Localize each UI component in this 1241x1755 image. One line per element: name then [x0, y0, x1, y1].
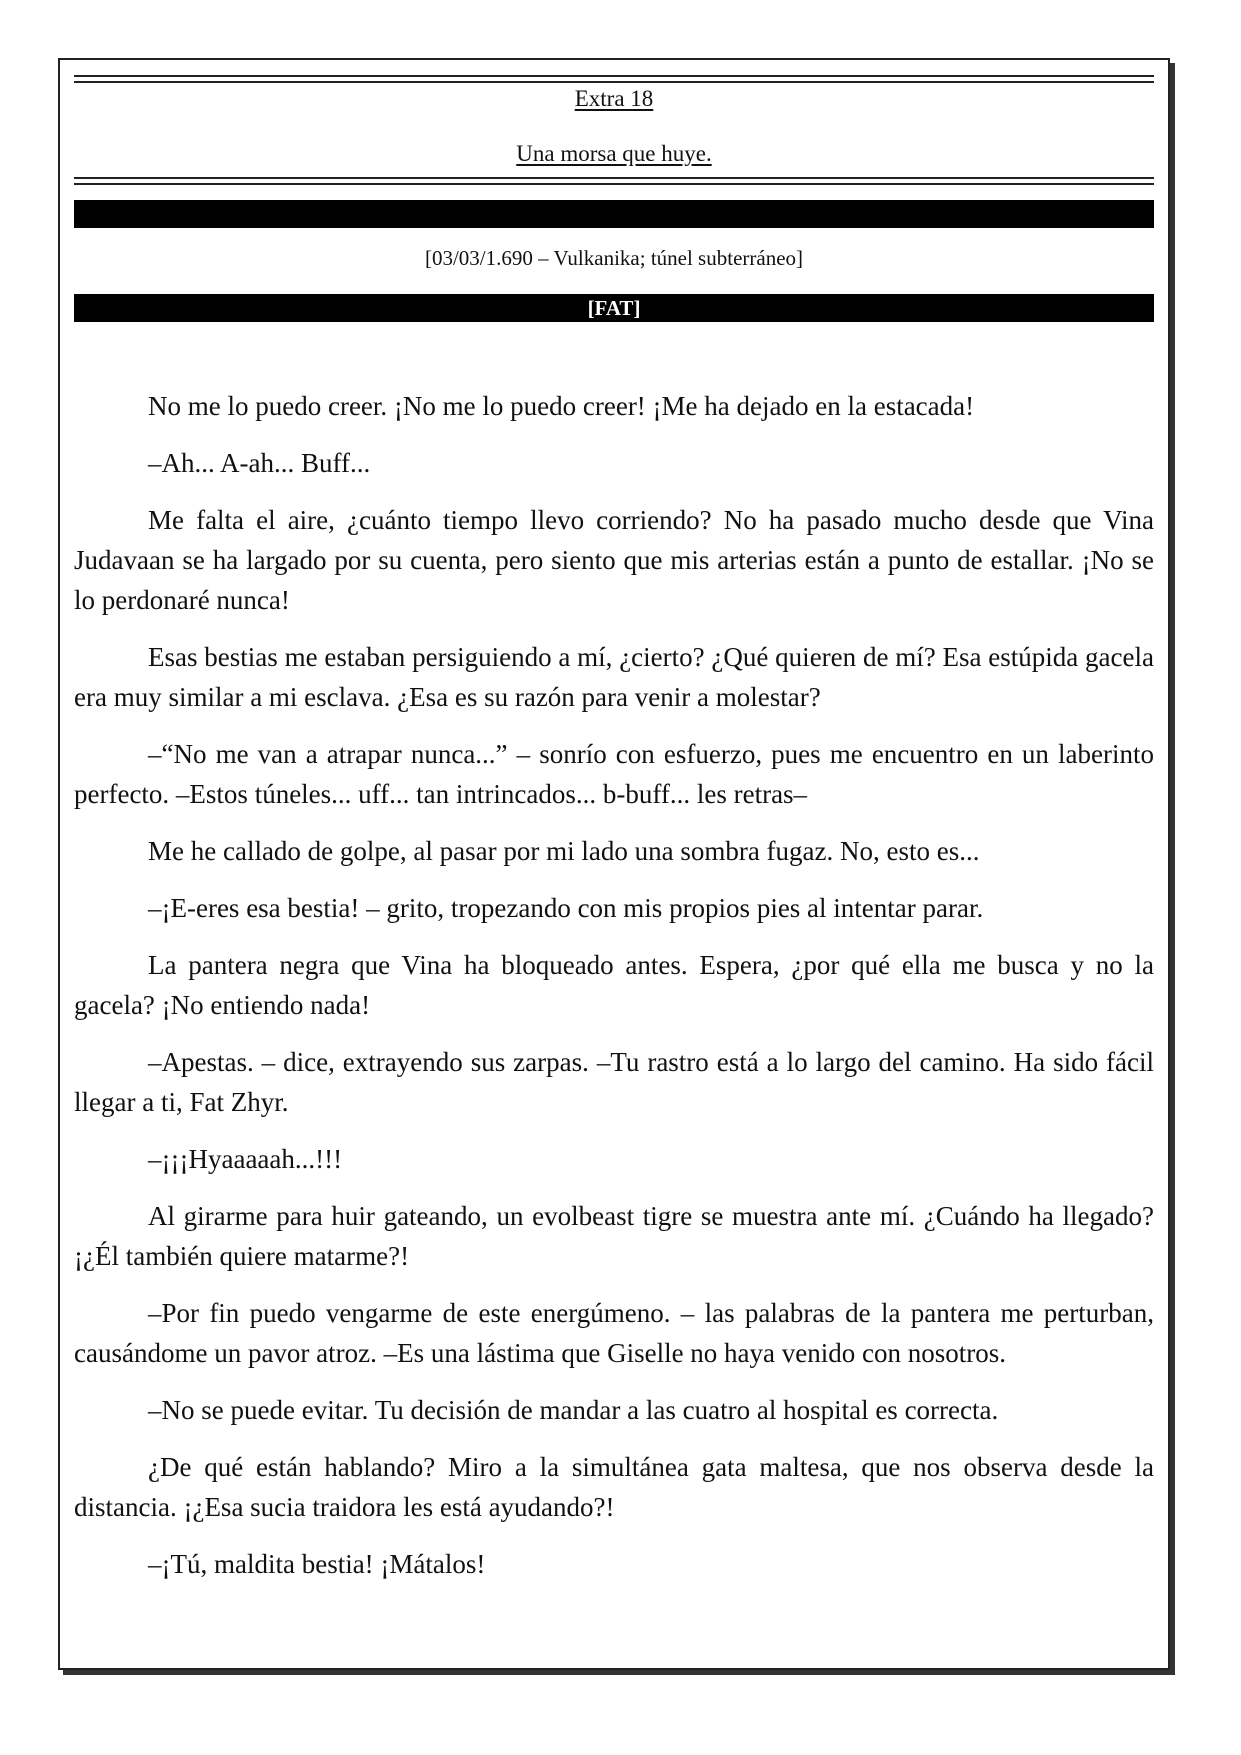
chapter-subtitle: Una morsa que huye.: [516, 141, 712, 166]
paragraph: Al girarme para huir gateando, un evolbeast tigre se muestra ante mí. ¿Cuándo ha llegado? ¡¿Él también quiere matarme?!: [74, 1201, 1154, 1271]
paragraph: La pantera negra que Vina ha bloqueado antes. Espera, ¿por qué ella me busca y no la gacela? ¡No entiendo nada!: [74, 950, 1154, 1020]
scene-date-location: [03/03/1.690 – Vulkanika; túnel subterráneo]: [424, 246, 804, 270]
page-frame: [58, 58, 1170, 1670]
paragraph: –“No me van a atrapar nunca...” – sonrío con esfuerzo, pues me encuentro en un laberinto perfecto. –Estos túneles... uff... tan intrincados... b-buff... les retras–: [74, 739, 1154, 809]
paragraph: –¡Tú, maldita bestia! ¡Mátalos!: [148, 1549, 486, 1579]
paragraph: Me he callado de golpe, al pasar por mi lado una sombra fugaz. No, esto es...: [148, 836, 980, 866]
paragraph: Me falta el aire, ¿cuánto tiempo llevo corriendo? No ha pasado mucho desde que Vina Judavaan se ha largado por su cuenta, pero siento que mis arterias están a punto de estallar. ¡No se lo perdonaré nunca!: [74, 505, 1154, 615]
paragraph: Esas bestias me estaban persiguiendo a mí, ¿cierto? ¿Qué quieren de mí? Esa estúpida gacela era muy similar a mi esclava. ¿Esa es su razón para venir a molestar?: [74, 642, 1154, 712]
narrator-bar: [74, 294, 1154, 322]
paragraph: No me lo puedo creer. ¡No me lo puedo creer! ¡Me ha dejado en la estacada!: [148, 391, 975, 421]
top-double-rule: [74, 75, 1154, 83]
paragraph: –Ah... A-ah... Buff...: [148, 448, 371, 478]
narrator-name: [FAT]: [587, 296, 641, 320]
paragraph: –Apestas. – dice, extrayendo sus zarpas. –Tu rastro está a lo largo del camino. Ha sido fácil llegar a ti, Fat Zhyr.: [74, 1047, 1154, 1117]
paragraph: –Por fin puedo vengarme de este energúmeno. – las palabras de la pantera me perturban, causándome un pavor atroz. –Es una lástima que Giselle no haya venido con nosotros.: [74, 1298, 1154, 1368]
paragraph: –¡¡¡Hyaaaaah...!!!: [148, 1144, 343, 1174]
paragraph: ¿De qué están hablando? Miro a la simultánea gata maltesa, que nos observa desde la distancia. ¡¿Esa sucia traidora les está ayudando?!: [74, 1452, 1154, 1522]
paragraph: –No se puede evitar. Tu decisión de mandar a las cuatro al hospital es correcta.: [148, 1395, 999, 1425]
paragraph: –¡E-eres esa bestia! – grito, tropezando con mis propios pies al intentar parar.: [148, 893, 984, 923]
separator-black-bar: [74, 200, 1154, 228]
header-bottom-double-rule: [74, 177, 1154, 185]
story-body: [74, 386, 1154, 1601]
extra-number: Extra 18: [574, 86, 654, 111]
